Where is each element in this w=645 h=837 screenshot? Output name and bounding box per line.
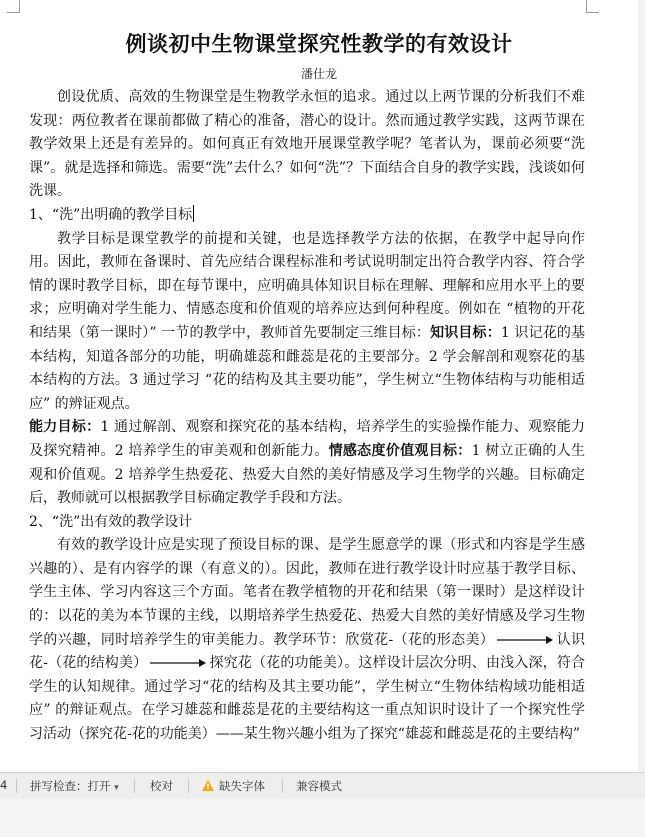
document-title: 例谈初中生物课堂探究性教学的有效设计 [125, 31, 513, 56]
section1-heading-text: 1、“洗”出明确的教学目标 [29, 206, 193, 223]
margin-corner-mark-right [586, 0, 599, 13]
missing-font-label: 缺失字体 [219, 779, 265, 793]
emotion-goal-label: 情感态度价值观目标： [328, 442, 472, 459]
text-cursor [193, 205, 194, 222]
status-bar [0, 772, 645, 799]
knowledge-goal-label: 知识目标： [430, 324, 501, 341]
status-divider [188, 779, 189, 793]
status-divider [16, 779, 17, 793]
status-divider [282, 779, 283, 793]
document-body[interactable] [29, 86, 585, 747]
intro-paragraph: 创设优质、高效的生物课堂是生物教学永恒的追求。通过以上两节课的分析我们不难发现：两位教者在课前都做了精心的准备，潜心的设计。然而通过教学实践，这两节课在教学效果上还是有差异的。如何真正有效地开展课堂教学呢？笔者认为，课前必须要“洗课”。就是选择和筛选。需要“洗”去什么？如何“洗”？下面结合自身的教学实践，浅谈如何洗课。 [29, 89, 585, 200]
chevron-down-icon: ▾ [114, 783, 119, 793]
section1-paragraph [29, 228, 585, 417]
proofread-button[interactable]: 校对 [150, 779, 173, 793]
section2-paragraph [29, 534, 585, 746]
section2-heading: 2、“洗”出有效的教学设计 [29, 513, 193, 530]
page-number[interactable]: 4 [0, 778, 8, 792]
document-author: 潘仕龙 [300, 67, 337, 81]
teaching-step-1: 欣赏花-（花的形态美） [345, 631, 495, 648]
emotion-goal-text: 1 树立正确的人生观和价值观。2 培养学生热爱花、热爱大自然的美好情感及学习生物学的兴趣。目标确定后，教师就可以根据教学目标确定教学手段和方法。 [29, 442, 585, 507]
section2-text-continued: 。这样设计层次分明、由浅入深，符合学生的认知规律。通过学习“花的结构及其主要功能”，学生树立“生物体结构域功能相适应” 的辩证观点。在学习雄蕊和雌蕊是花的主要结构这一重点知识时设计了一个探究性学习活动（探究花-花的功能美）——某生物兴趣小组为了探究“雄蕊和雌蕊是花的主要结构” [29, 655, 586, 743]
warning-icon [202, 780, 214, 791]
arrow-right-icon [149, 658, 207, 668]
teaching-step-2: 认识花-（花的结构美） [29, 631, 586, 672]
window-bottom-area [0, 799, 645, 837]
teaching-step-3: 探究花（花的功能美） [209, 655, 345, 672]
status-divider [134, 779, 135, 793]
ability-goal-text: 1 通过解剖、观察和探究花的基本结构，培养学生的实验操作能力、观察能力及探究精神。2 培养学生的审美观和创新能力。 [29, 419, 586, 459]
spell-check-label: 拼写检查：打开 [30, 779, 111, 793]
section2-text: 有效的教学设计应是实现了预设目标的课、是学生愿意学的课（形式和内容是学生感兴趣的）、是有内容学的课（有意义的）。因此，教师在进行教学设计时应基于教学目标、学生主体、学习内容这三个方面。笔者在教学植物的开花和结果（第一课时）是这样设计的：以花的美为本节课的主线，以期培养学生热爱花、热爱大自然的美好情感及学习生物学的兴趣，同时培养学生的审美能力。教学环节： [29, 537, 585, 648]
margin-corner-mark-left [7, 0, 20, 13]
knowledge-goal-text: 1 识记花的基本结构，知道各部分的功能，明确雄蕊和雌蕊是花的主要部分。2 学会解剖和观察花的基本结构的方法。3 通过学习 “花的结构及其主要功能”，学生树立“生物体结构与功能相适应” 的辨证观点。 [29, 324, 586, 412]
missing-font-button[interactable] [202, 778, 265, 794]
ability-goal-label: 能力目标： [29, 419, 101, 436]
section1-heading [29, 204, 585, 228]
section1-text: 教学目标是课堂教学的前提和关键，也是选择教学方法的依据，在教学中起导向作用。因此，教师在备课时、首先应结合课程标准和考试说明制定出符合教学内容、符合学情的课时教学目标，即在每节课中，应明确具体知识目标在理解、理解和应用水平上的要求；应明确对学生能力、情感态度和价值观的培养应达到何种程度。例如在 “植物的开花和结果（第一课时）” 一节的教学中，教师首先要制定三维目标： [29, 230, 585, 341]
ability-paragraph [29, 416, 585, 510]
arrow-right-icon [496, 635, 554, 645]
spell-check-toggle[interactable] [30, 778, 119, 794]
compat-mode-label: 兼容模式 [296, 779, 342, 793]
